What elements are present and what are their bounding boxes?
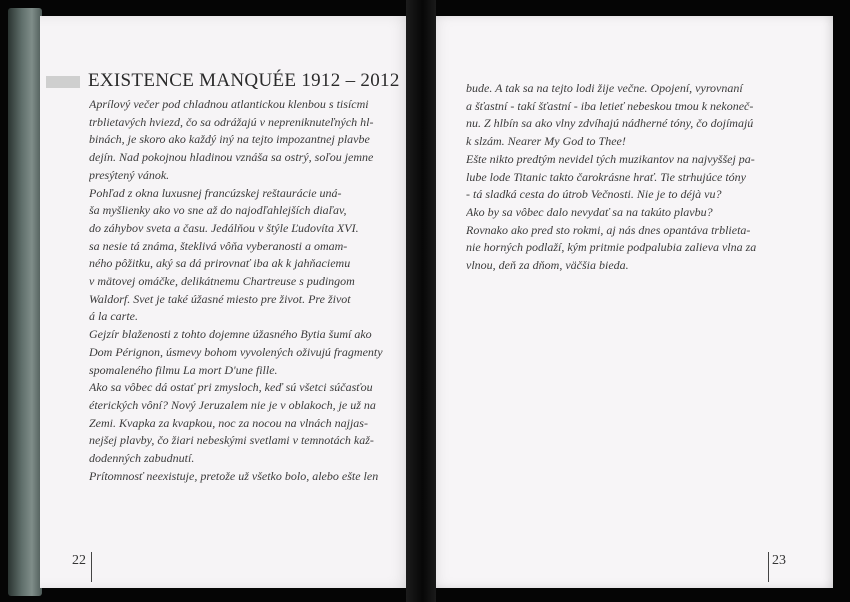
text-line: ného pôžitku, aký sa dá prirovnať iba ak k jahňaciemu	[89, 256, 351, 271]
text-line: sa nesie tá známa, šteklivá vôňa vyberanosti a omam-	[89, 238, 348, 253]
text-line: binách, je skoro ako každý iný na tejto impozantnej plavbe	[89, 132, 370, 147]
text-line: Waldorf. Svet je také úžasné miesto pre život. Pre život	[89, 291, 351, 306]
text-line: do záhybov sveta a času. Jedálňou v štýle Ľudovíta XVI.	[89, 220, 359, 235]
page-number-left: 22	[72, 553, 86, 568]
text-line: nejšej plavby, čo žiari nebeskými svetlami v temnotách kaž-	[89, 433, 374, 448]
left-page-text	[89, 96, 397, 485]
text-line: Ešte nikto predtým nevidel tých muzikantov na najvyššej pa-	[466, 151, 755, 166]
text-line: Gejzír blaženosti z tohto dojemne úžasného Bytia šumí ako	[89, 327, 372, 342]
text-line: Rovnako ako pred sto rokmi, aj nás dnes opantáva trblieta-	[466, 222, 751, 237]
text-line: lube lode Titanic takto čarokrásne hrať. Tie strhujúce tóny	[466, 169, 747, 184]
text-line: Dom Pérignon, úsmevy bohom vyvolených oživujú fragmenty	[89, 344, 383, 359]
text-line: nie horných podlaží, kým pritmie podpalubia zalieva vlna za	[466, 240, 757, 255]
page-number-right: 23	[772, 553, 786, 568]
book-cover-edge	[8, 8, 42, 596]
text-line: Ako sa vôbec dá ostať pri zmysloch, keď sú všetci súčasťou	[89, 380, 373, 395]
text-line: k slzám. Nearer My God to Thee!	[466, 134, 626, 149]
text-line: Aprílový večer pod chladnou atlantickou klenbou s tisícmi	[89, 97, 369, 111]
right-page-text	[466, 80, 772, 275]
text-line: dodenných zabudnutí.	[89, 451, 195, 466]
text-line: vlnou, deň za dňom, väčšia bieda.	[466, 258, 629, 273]
text-line: nu. Z hlbín sa ako vlny zdvíhajú nádherné tóny, čo dojímajú	[466, 116, 754, 131]
page-number-rule-left	[91, 552, 92, 582]
text-line: presýtený vánok.	[89, 167, 170, 182]
text-line: Ako by sa vôbec dalo nevydať sa na takúto plavbu?	[466, 204, 713, 219]
text-line: - tá sladká cesta do útrob Večnosti. Nie je to déjà vu?	[466, 187, 722, 202]
text-line: v mätovej omáčke, delikátnemu Chartreuse s pudingom	[89, 274, 355, 289]
book-gutter	[406, 0, 436, 602]
text-line: bude. A tak sa na tejto lodi žije večne. Opojení, vyrovnaní	[466, 81, 743, 95]
text-line: á la carte.	[89, 309, 138, 324]
text-line: spomaleného filmu La mort D'une fille.	[89, 362, 278, 377]
text-line: ša myšlienky ako vo sne až do najodľahlejších diaľav,	[89, 203, 347, 218]
text-line: Pohľad z okna luxusnej francúzskej reštaurácie uná-	[89, 185, 342, 200]
text-line: a šťastní - takí šťastní - iba letieť nebeskou tmou k nekoneč-	[466, 98, 754, 113]
chapter-heading: EXISTENCE MANQUÉE 1912 – 2012	[88, 70, 400, 91]
text-line: Zemi. Kvapka za kvapkou, noc za nocou na vlnách najjas-	[89, 415, 368, 430]
text-line: trblietavých hviezd, čo sa odrážajú v nepreniknuteľných hl-	[89, 114, 374, 129]
heading-decoration-bar	[46, 76, 80, 88]
text-line: Prítomnosť neexistuje, pretože už všetko bolo, alebo ešte len	[89, 468, 379, 483]
text-line: éterických vôní? Nový Jeruzalem nie je v oblakoch, je už na	[89, 397, 376, 412]
text-line: dejín. Nad pokojnou hladinou vznáša sa ostrý, soľou jemne	[89, 150, 374, 165]
page-number-rule-right	[768, 552, 769, 582]
